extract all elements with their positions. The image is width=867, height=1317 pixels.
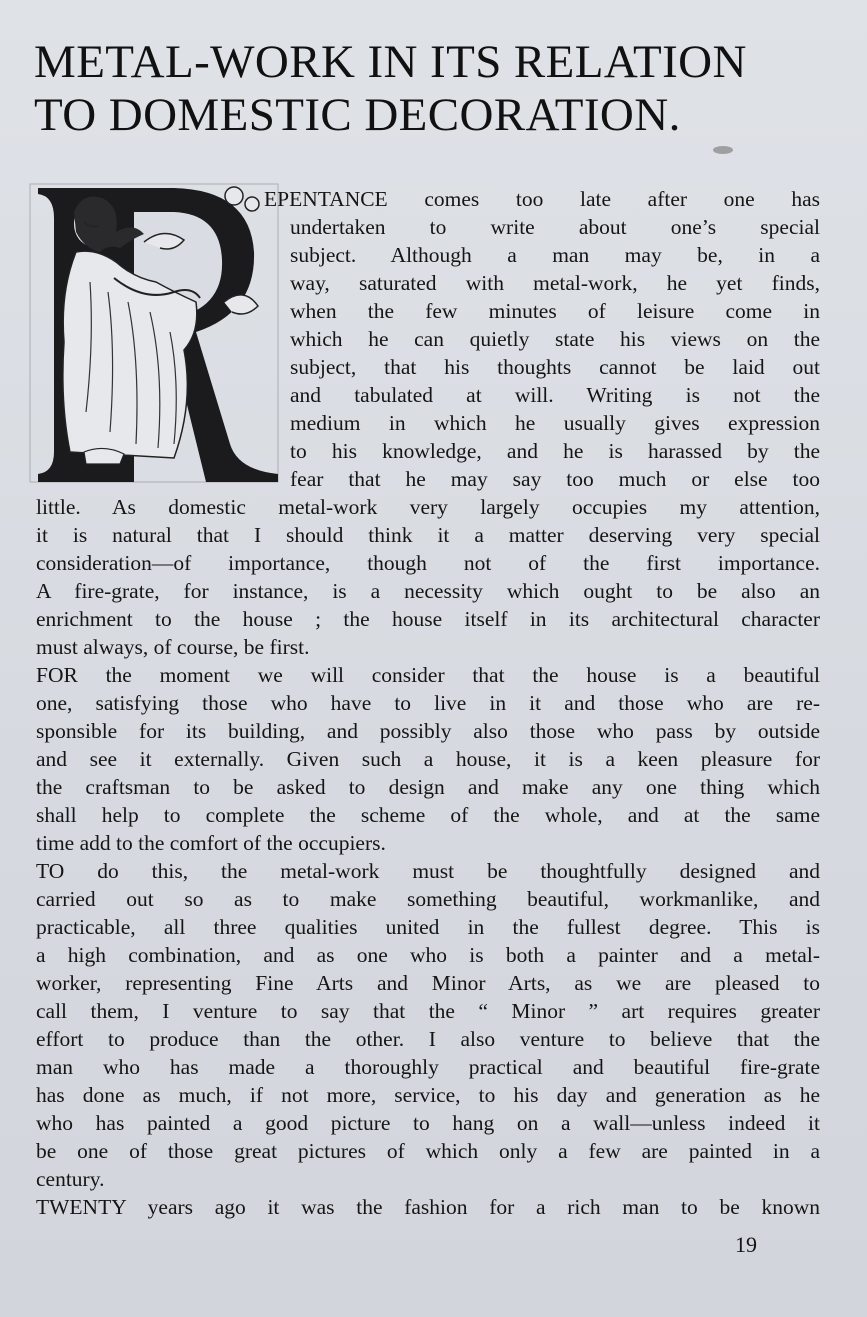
text-line: be one of those great pictures of which only a few are painted in a: [36, 1139, 820, 1163]
text-line: little. As domestic metal-work very largely occupies my attention,: [36, 495, 820, 519]
text-line: TO do this, the metal-work must be thoughtfully designed and: [36, 859, 820, 883]
text-line: EPENTANCE comes too late after one has: [264, 187, 820, 211]
text-line: effort to produce than the other. I also venture to believe that the: [36, 1027, 820, 1051]
text-line: which he can quietly state his views on the: [290, 327, 820, 351]
text-line: TWENTY years ago it was the fashion for a rich man to be known: [36, 1195, 820, 1219]
text-line: must always, of course, be first.: [36, 635, 310, 659]
text-line: call them, I venture to say that the “ Minor ” art requires greater: [36, 999, 820, 1023]
text-line: it is natural that I should think it a matter deserving very special: [36, 523, 820, 547]
text-line: fear that he may say too much or else too: [290, 467, 820, 491]
text-line: practicable, all three qualities united in the fullest degree. This is: [36, 915, 820, 939]
text-line: A fire-grate, for instance, is a necessity which ought to be also an: [36, 579, 820, 603]
text-line: and tabulated at will. Writing is not the: [290, 383, 820, 407]
text-line: medium in which he usually gives expression: [290, 411, 820, 435]
text-line: sponsible for its building, and possibly also those who pass by outside: [36, 719, 820, 743]
text-line: one, satisfying those who have to live in it and those who are re-: [36, 691, 820, 715]
text-line: a high combination, and as one who is both a painter and a metal-: [36, 943, 820, 967]
text-line: time add to the comfort of the occupiers.: [36, 831, 386, 855]
text-line: the craftsman to be asked to design and make any one thing which: [36, 775, 820, 799]
text-line: worker, representing Fine Arts and Minor Arts, as we are pleased to: [36, 971, 820, 995]
page-number: 19: [735, 1232, 757, 1257]
text-line: subject. Although a man may be, in a: [290, 243, 820, 267]
text-line: when the few minutes of leisure come in: [290, 299, 820, 323]
text-line: FOR the moment we will consider that the house is a beautiful: [36, 663, 820, 687]
text-line: who has painted a good picture to hang on a wall—unless indeed it: [36, 1111, 820, 1135]
text-line: shall help to complete the scheme of the whole, and at the same: [36, 803, 820, 827]
text-line: undertaken to write about one’s special: [290, 215, 820, 239]
title-line-2: TO DOMESTIC DECORATION.: [34, 89, 681, 141]
text-line: man who has made a thoroughly practical and beautiful fire-grate: [36, 1055, 820, 1079]
text-line: to his knowledge, and he is harassed by the: [290, 439, 820, 463]
text-line: carried out so as to make something beautiful, workmanlike, and: [36, 887, 820, 911]
text-line: and see it externally. Given such a house, it is a keen pleasure for: [36, 747, 820, 771]
text-line: consideration—of importance, though not of the first importance.: [36, 551, 820, 575]
text-line: enrichment to the house ; the house itself in its architectural character: [36, 607, 820, 631]
text-line: way, saturated with metal-work, he yet finds,: [290, 271, 820, 295]
text-line: subject, that his thoughts cannot be laid out: [290, 355, 820, 379]
text-line: has done as much, if not more, service, to his day and generation as he: [36, 1083, 820, 1107]
title-line-1: METAL-WORK IN ITS RELATION: [34, 36, 747, 88]
text-line: century.: [36, 1167, 105, 1191]
